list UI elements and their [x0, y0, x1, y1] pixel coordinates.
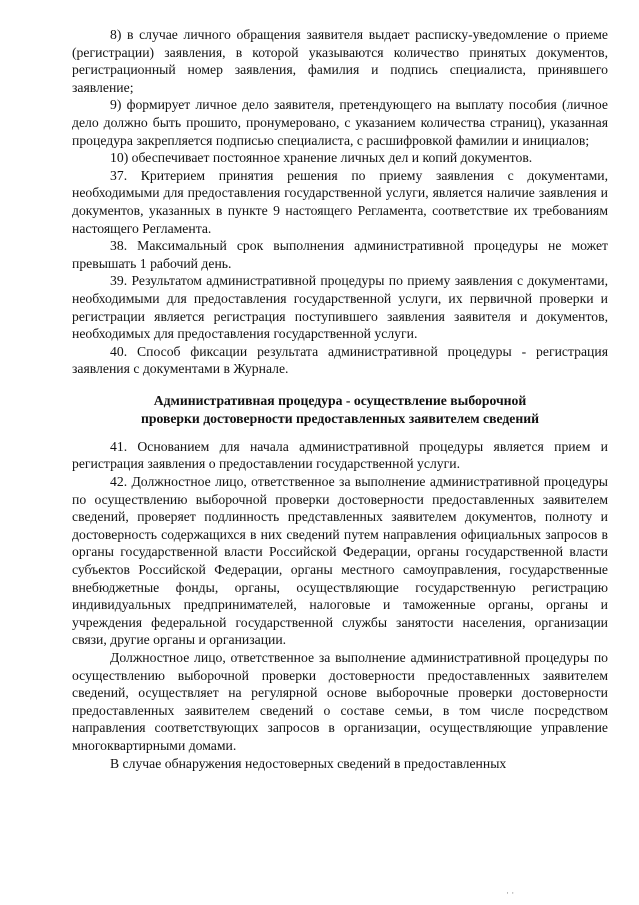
- document-page: [72, 26, 608, 772]
- paragraph-final-partial: В случае обнаружения недостоверных сведений в предоставленных: [110, 755, 507, 771]
- paragraph-39: 39. Результатом административной процедуры по приему заявления с документами, необходимыми для предоставления государственной услуги, их первичной проверки и регистрации является регистрация поступившего заявления заявителя и документов, необходимых для предоставления государственной услуги.: [72, 273, 608, 342]
- section-heading: [72, 392, 608, 428]
- paragraph-40: 40. Способ фиксации результата административной процедуры - регистрация заявления с документами в Журнале.: [72, 343, 608, 377]
- paragraph-41: 41. Основанием для начала административной процедуры является прием и регистрация заявления о предоставлении государственной услуги.: [72, 438, 608, 472]
- scan-corner-mark: · ·: [506, 888, 515, 898]
- paragraph-42-continued: Должностное лицо, ответственное за выполнение административной процедуры по осуществлению выборочной проверки достоверности предоставленных заявителем сведений, осуществляет на регулярной основе выборочные проверки достоверности предоставленных заявителем сведений о составе семьи, в том числе посредством направления соответствующих запросов в организации, осуществляющие управление многоквартирными домами.: [72, 650, 608, 753]
- paragraph-42: 42. Должностное лицо, ответственное за выполнение административной процедуры по осуществлению выборочной проверки достоверности предоставленных заявителем сведений, проверяет подлинность представленных заявителем документов, полноту и достоверность содержащихся в них сведений путем направления официальных запросов в органы государственной власти Российской Федерации, органы государственной власти субъектов Российской Федерации, органы местного самоуправления, государственные внебюджетные фонды, органы, осуществляющие государственную регистрацию индивидуальных предпринимателей, налоговые и таможенные органы, органы и учреждения федеральной государственной службы занятости населения, организации связи, другие органы и организации.: [72, 474, 608, 648]
- paragraph-38: 38. Максимальный срок выполнения административной процедуры не может превышать 1 рабочий день.: [72, 238, 608, 271]
- paragraph-item-8: 8) в случае личного обращения заявителя выдает расписку-уведомление о приеме (регистрации) заявления, в которой указываются количество принятых документов, регистрационный номер заявления, фамилия и подпись специалиста, принявшего заявление;: [72, 27, 608, 95]
- section-heading-line-2: проверки достоверности предоставленных заявителем сведений: [140, 410, 540, 426]
- paragraph-item-10: 10) обеспечивает постоянное хранение личных дел и копий документов.: [110, 150, 533, 166]
- section-heading-line-1: Административная процедура - осуществление выборочной: [153, 392, 527, 408]
- paragraph-item-9: 9) формирует личное дело заявителя, претендующего на выплату пособия (личное дело должно быть прошито, пронумеровано, с указанием количества страниц), указанная процедура закрепляется подписью специалиста, с расшифровкой фамилии и инициалов;: [72, 97, 608, 148]
- paragraph-37: 37. Критерием принятия решения по приему заявления с документами, необходимыми для предоставления государственной услуги, является наличие заявления и документов, указанных в пункте 9 настоящего Регламента, соответствие их требованиям настоящего Регламента.: [72, 167, 608, 236]
